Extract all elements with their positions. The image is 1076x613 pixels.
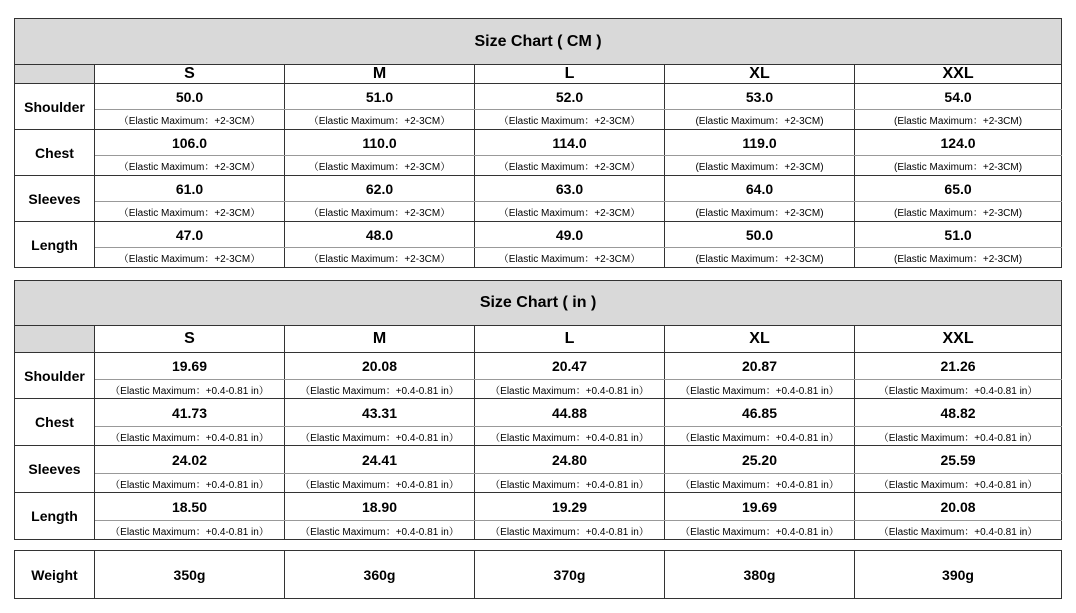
row-label-chest: Chest — [15, 130, 95, 176]
size-chart-cm — [14, 18, 1062, 268]
table-cell-note: （Elastic Maximum：+2-3CM） — [95, 156, 285, 176]
size-header-xxl: XXL — [855, 326, 1062, 353]
table-cell-value: 43.31 — [285, 399, 475, 427]
size-chart-inch-title: Size Chart ( in ) — [15, 281, 1062, 326]
table-cell-value: 19.29 — [475, 493, 665, 521]
table-cell-note: （Elastic Maximum：+0.4-0.81 in） — [285, 521, 475, 540]
table-cell-value: 124.0 — [855, 130, 1062, 156]
table-cell-value: 50.0 — [665, 222, 855, 248]
table-cell-note: （Elastic Maximum：+0.4-0.81 in） — [855, 427, 1062, 446]
weight-value: 370g — [475, 551, 665, 599]
table-cell-value: 24.41 — [285, 446, 475, 474]
table-cell-value: 24.02 — [95, 446, 285, 474]
table-cell-value: 24.80 — [475, 446, 665, 474]
table-cell-note: （Elastic Maximum：+2-3CM） — [475, 156, 665, 176]
table-cell-note: (Elastic Maximum：+2-3CM) — [665, 156, 855, 176]
table-cell-value: 48.82 — [855, 399, 1062, 427]
size-header-m: M — [285, 326, 475, 353]
table-cell-note: （Elastic Maximum：+0.4-0.81 in） — [95, 474, 285, 493]
table-cell-note: （Elastic Maximum：+2-3CM） — [285, 248, 475, 268]
table-cell-note: （Elastic Maximum：+0.4-0.81 in） — [95, 521, 285, 540]
table-cell-value: 114.0 — [475, 130, 665, 156]
table-cell-note: （Elastic Maximum：+0.4-0.81 in） — [665, 474, 855, 493]
table-cell-note: （Elastic Maximum：+0.4-0.81 in） — [855, 380, 1062, 399]
table-cell-value: 52.0 — [475, 84, 665, 110]
table-cell-value: 48.0 — [285, 222, 475, 248]
table-cell-value: 53.0 — [665, 84, 855, 110]
size-header-s: S — [95, 65, 285, 84]
table-cell-value: 51.0 — [855, 222, 1062, 248]
row-label-shoulder: Shoulder — [15, 353, 95, 399]
table-cell-note: （Elastic Maximum：+0.4-0.81 in） — [285, 380, 475, 399]
table-cell-note: （Elastic Maximum：+2-3CM） — [95, 248, 285, 268]
table-cell-note: （Elastic Maximum：+2-3CM） — [95, 202, 285, 222]
table-cell-value: 50.0 — [95, 84, 285, 110]
table-cell-note: （Elastic Maximum：+2-3CM） — [95, 110, 285, 130]
header-corner — [15, 326, 95, 353]
row-label-sleeves: Sleeves — [15, 176, 95, 222]
table-cell-value: 65.0 — [855, 176, 1062, 202]
header-corner — [15, 65, 95, 84]
table-cell-value: 49.0 — [475, 222, 665, 248]
table-cell-note: （Elastic Maximum：+2-3CM） — [475, 202, 665, 222]
size-header-l: L — [475, 65, 665, 84]
table-cell-value: 51.0 — [285, 84, 475, 110]
table-cell-note: （Elastic Maximum：+0.4-0.81 in） — [475, 521, 665, 540]
table-cell-note: （Elastic Maximum：+0.4-0.81 in） — [285, 474, 475, 493]
table-cell-note: （Elastic Maximum：+0.4-0.81 in） — [665, 521, 855, 540]
size-chart-cm-title: Size Chart ( CM ) — [15, 19, 1062, 65]
table-cell-value: 18.50 — [95, 493, 285, 521]
table-cell-note: （Elastic Maximum：+0.4-0.81 in） — [475, 427, 665, 446]
table-cell-note: （Elastic Maximum：+2-3CM） — [285, 156, 475, 176]
size-header-s: S — [95, 326, 285, 353]
row-label-sleeves: Sleeves — [15, 446, 95, 493]
table-cell-value: 119.0 — [665, 130, 855, 156]
size-header-xl: XL — [665, 65, 855, 84]
size-header-xl: XL — [665, 326, 855, 353]
weight-value: 380g — [665, 551, 855, 599]
table-cell-note: (Elastic Maximum：+2-3CM) — [855, 248, 1062, 268]
table-cell-note: （Elastic Maximum：+2-3CM） — [285, 110, 475, 130]
table-cell-value: 54.0 — [855, 84, 1062, 110]
weight-value: 360g — [285, 551, 475, 599]
weight-table — [14, 550, 1062, 599]
table-cell-value: 44.88 — [475, 399, 665, 427]
table-cell-note: （Elastic Maximum：+0.4-0.81 in） — [855, 474, 1062, 493]
table-cell-note: （Elastic Maximum：+2-3CM） — [285, 202, 475, 222]
table-cell-value: 41.73 — [95, 399, 285, 427]
table-cell-note: （Elastic Maximum：+0.4-0.81 in） — [95, 427, 285, 446]
table-cell-value: 20.87 — [665, 353, 855, 380]
weight-value: 350g — [95, 551, 285, 599]
table-cell-value: 46.85 — [665, 399, 855, 427]
table-cell-value: 61.0 — [95, 176, 285, 202]
table-cell-note: （Elastic Maximum：+2-3CM） — [475, 248, 665, 268]
size-chart-inch — [14, 280, 1062, 540]
table-cell-note: （Elastic Maximum：+0.4-0.81 in） — [665, 427, 855, 446]
row-label-length: Length — [15, 493, 95, 540]
table-cell-value: 21.26 — [855, 353, 1062, 380]
table-cell-note: （Elastic Maximum：+0.4-0.81 in） — [475, 474, 665, 493]
table-cell-value: 62.0 — [285, 176, 475, 202]
table-cell-note: （Elastic Maximum：+2-3CM） — [475, 110, 665, 130]
table-cell-note: （Elastic Maximum：+0.4-0.81 in） — [95, 380, 285, 399]
table-cell-value: 18.90 — [285, 493, 475, 521]
table-cell-note: (Elastic Maximum：+2-3CM) — [665, 110, 855, 130]
table-cell-value: 20.08 — [855, 493, 1062, 521]
size-header-l: L — [475, 326, 665, 353]
table-cell-note: (Elastic Maximum：+2-3CM) — [855, 202, 1062, 222]
row-label-chest: Chest — [15, 399, 95, 446]
table-cell-value: 63.0 — [475, 176, 665, 202]
row-label-weight: Weight — [15, 551, 95, 599]
table-cell-value: 19.69 — [95, 353, 285, 380]
table-cell-note: (Elastic Maximum：+2-3CM) — [855, 110, 1062, 130]
table-cell-value: 25.20 — [665, 446, 855, 474]
table-cell-value: 106.0 — [95, 130, 285, 156]
table-cell-value: 47.0 — [95, 222, 285, 248]
table-cell-value: 110.0 — [285, 130, 475, 156]
table-cell-value: 25.59 — [855, 446, 1062, 474]
row-label-length: Length — [15, 222, 95, 268]
table-cell-value: 20.08 — [285, 353, 475, 380]
table-cell-note: (Elastic Maximum：+2-3CM) — [665, 202, 855, 222]
weight-value: 390g — [855, 551, 1062, 599]
table-cell-note: （Elastic Maximum：+0.4-0.81 in） — [855, 521, 1062, 540]
row-label-shoulder: Shoulder — [15, 84, 95, 130]
table-cell-note: （Elastic Maximum：+0.4-0.81 in） — [285, 427, 475, 446]
table-cell-note: (Elastic Maximum：+2-3CM) — [855, 156, 1062, 176]
table-cell-note: （Elastic Maximum：+0.4-0.81 in） — [665, 380, 855, 399]
table-cell-value: 64.0 — [665, 176, 855, 202]
table-cell-value: 19.69 — [665, 493, 855, 521]
size-header-m: M — [285, 65, 475, 84]
table-cell-note: （Elastic Maximum：+0.4-0.81 in） — [475, 380, 665, 399]
table-cell-value: 20.47 — [475, 353, 665, 380]
table-cell-note: (Elastic Maximum：+2-3CM) — [665, 248, 855, 268]
size-header-xxl: XXL — [855, 65, 1062, 84]
